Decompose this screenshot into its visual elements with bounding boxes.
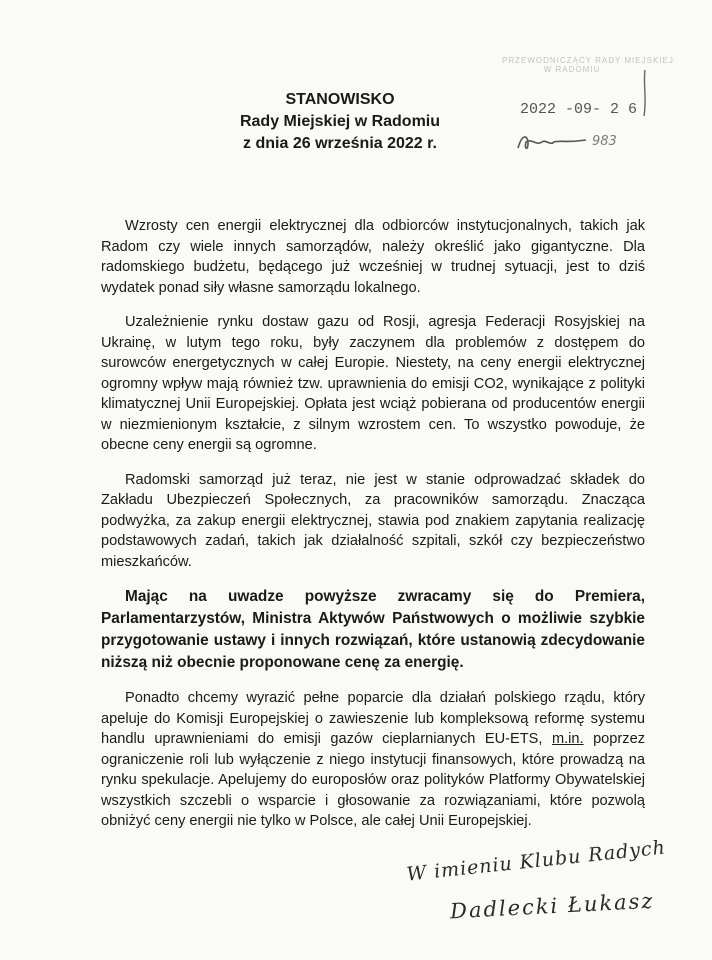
handwritten-signature (398, 836, 698, 940)
paragraph-5 (101, 688, 645, 832)
paragraph-4-appeal: Mając na uwadze powyższe zwracamy się do Premiera, Parlamentarzystów, Ministra Aktywów Państwowych o możliwie szybkie przygotowanie ustawy i innych rozwiązań, które ustanowią zdecydowanie niższą niż obecnie proponowane cenę za energię. (101, 588, 645, 671)
signature-line-2: Dadlecki Łukasz (449, 888, 655, 924)
paragraph-5-underlined: m.in. (551, 731, 584, 747)
stamp-header (502, 56, 674, 74)
document-body (101, 216, 645, 846)
title-line-3: z dnia 26 września 2022 r. (243, 135, 437, 152)
stamp-corner-mark (640, 68, 650, 118)
stamp-header-line-2: W RADOMIU (543, 65, 601, 74)
stamp-date: 2022 -09- 2 6 (520, 101, 638, 118)
paragraph-5-part-1: Ponadto chcemy wyrazić pełne poparcie dla działań polskiego rządu, który apeluje do Komisji Europejskiej o zawieszenie lub kompleksową reformę systemu handlu uprawnieniami do emisji gazów cieplarnianych EU-ETS, (101, 690, 645, 747)
title-line-1: STANOWISKO (285, 91, 395, 108)
paragraph-3: Radomski samorząd już teraz, nie jest w stanie odprowadzać składek do Zakładu Ubezpieczeń Społecznych, za pracowników samorządu. Znacząca podwyżka, za zakup energii elektrycznej, stawia pod znakiem zapytania realizację podstawowych zadań, takich jak działalność szpitali, szkół czy bezpieczeństwo mieszkańców. (101, 471, 645, 570)
signature-line-1: W imieniu Klubu Radych (405, 836, 667, 886)
paragraph-2: Uzależnienie rynku dostaw gazu od Rosji, agresja Federacji Rosyjskiej na Ukrainę, w lutym tego roku, były zaczynem dla problemów z dostępem do surowców energetycznych w całej Europie. Niestety, na ceny energii elektrycznej ogromny wpływ mają również tzw. uprawnienia do emisji CO2, wynikające z polityki klimatycznej Unii Europejskiej. Opłata jest wciąż pobierana od producentów energii w niezmienionym kształcie, z silnym wzrostem cen. To wszystko powoduje, że obecne ceny energii są ogromne. (101, 314, 645, 453)
stamp-number: 983 (592, 134, 617, 149)
document-title (150, 89, 530, 155)
paragraph-5-part-2: poprzez ograniczenie roli lub wyłączenie z niego instytucji finansowych, które prowadzą na rynku spekulacje. Apelujemy do europosłów oraz polityków Platformy Obywatelskiej wszystkich szczebli o wsparcie i głosowanie za rozwiązaniami, które pozwolą obniżyć ceny energii nie tylko w Polsce, ale całej Unii Europejskiej. (101, 731, 645, 829)
stamp-header-line-1: PRZEWODNICZĄCY RADY MIEJSKIEJ (502, 56, 674, 65)
title-line-2: Rady Miejskiej w Radomiu (239, 113, 441, 130)
paragraph-1: Wzrosty cen energii elektrycznej dla odbiorców instytucjonalnych, takich jak Radom czy wiele innych samorządów, należy określić jako gigantyczne. Dla radomskiego budżetu, będącego już wcześniej w trudnej sytuacji, jest to dziś wydatek ponad siły własne samorządu lokalnego. (101, 218, 645, 296)
